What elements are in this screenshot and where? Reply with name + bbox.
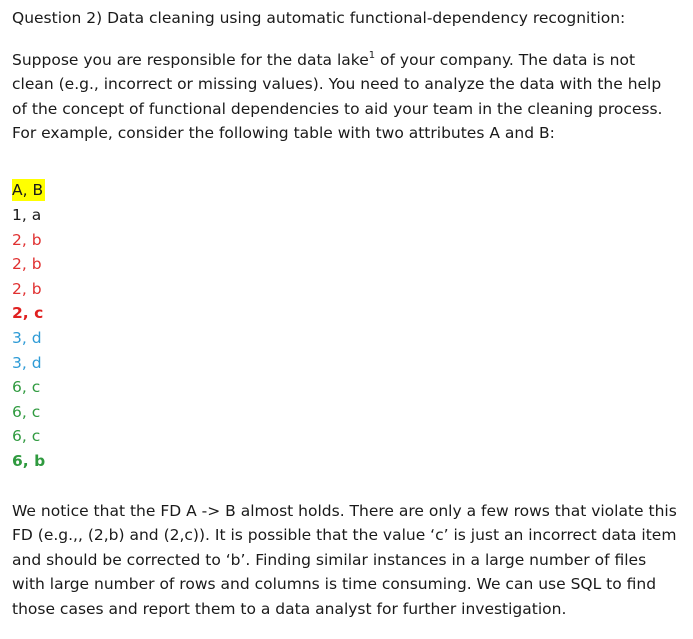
table-row: 6, b: [12, 451, 46, 470]
table-row: 3, d: [12, 353, 42, 372]
intro-line-3: of the concept of functional dependencies to aid your team in the cleaning process.: [12, 99, 663, 118]
table-row: 2, b: [12, 279, 42, 298]
intro-line-1: [12, 48, 684, 72]
outro-line-2: FD (e.g.,, (2,b) and (2,c)). It is possible that the value ‘c’ is just an incorrect data item: [12, 526, 677, 545]
outro-line-4: with large number of rows and columns is time consuming. We can use SQL to find: [12, 575, 657, 594]
example-table: [12, 178, 45, 474]
table-row: 2, b: [12, 230, 42, 249]
footnote-marker[interactable]: 1: [368, 49, 376, 61]
intro-line-2: clean (e.g., incorrect or missing values). You need to analyze the data with the help: [12, 75, 662, 94]
question-heading: Question 2) Data cleaning using automatic functional-dependency recognition:: [12, 9, 626, 27]
table-row: 1, a: [12, 206, 42, 224]
table-row: 2, c: [12, 304, 44, 323]
table-header-row: [12, 178, 45, 203]
table-header: A, B: [12, 181, 44, 199]
table-row: 6, c: [12, 402, 41, 421]
table-row: 6, c: [12, 378, 41, 397]
table-body: [12, 203, 45, 474]
intro-line-1-start: Suppose you are responsible for the data lake: [12, 51, 369, 69]
outro-paragraph: [12, 499, 687, 621]
table-row: 2, b: [12, 255, 42, 274]
table-row: 6, c: [12, 427, 41, 446]
outro-line-1: We notice that the FD A -> B almost holds. There are only a few rows that violate this: [12, 502, 677, 520]
intro-line-4: For example, consider the following table with two attributes A and B:: [12, 124, 555, 143]
table-row: 3, d: [12, 328, 42, 347]
outro-line-3: and should be corrected to ‘b’. Finding similar instances in a large number of files: [12, 550, 647, 569]
intro-paragraph: [12, 48, 684, 146]
intro-line-1-end: of your company. The data is not: [375, 51, 636, 69]
outro-line-5: those cases and report them to a data analyst for further investigation.: [12, 599, 567, 618]
